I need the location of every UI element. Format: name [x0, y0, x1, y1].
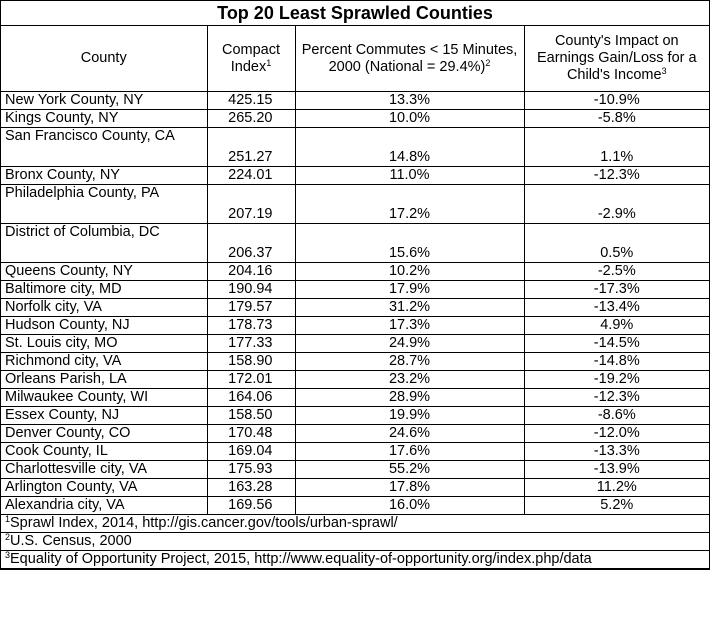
compact-index-value: 163.28 — [207, 479, 295, 497]
compact-index-value: 170.48 — [207, 425, 295, 443]
commutes-value: 17.2% — [295, 185, 524, 224]
county-name: Cook County, IL — [1, 443, 207, 461]
header-compact-index: Compact Index$^1$ — [207, 26, 295, 92]
table-row — [1, 224, 709, 263]
impact-value: -12.3% — [524, 167, 709, 185]
table-row — [1, 92, 709, 110]
compact-index-value: 175.93 — [207, 461, 295, 479]
county-name: Kings County, NY — [1, 110, 207, 128]
table-row — [1, 128, 709, 167]
compact-index-value: 179.57 — [207, 299, 295, 317]
commutes-value: 15.6% — [295, 224, 524, 263]
commutes-value: 28.7% — [295, 353, 524, 371]
footnote-row — [1, 515, 709, 533]
impact-value: -2.5% — [524, 263, 709, 281]
header-commutes: Percent Commutes < 15 Minutes, 2000 (National = 29.4%)$^2$ — [295, 26, 524, 92]
table-row — [1, 371, 709, 389]
commutes-value: 23.2% — [295, 371, 524, 389]
table-row — [1, 479, 709, 497]
compact-index-value: 177.33 — [207, 335, 295, 353]
commutes-value: 24.9% — [295, 335, 524, 353]
impact-value: 5.2% — [524, 497, 709, 515]
county-name: New York County, NY — [1, 92, 207, 110]
compact-index-value: 190.94 — [207, 281, 295, 299]
commutes-value: 13.3% — [295, 92, 524, 110]
table-row — [1, 389, 709, 407]
impact-value: 0.5% — [524, 224, 709, 263]
impact-value: -19.2% — [524, 371, 709, 389]
county-name: Norfolk city, VA — [1, 299, 207, 317]
county-name: District of Columbia, DC — [1, 224, 207, 263]
commutes-value: 17.3% — [295, 317, 524, 335]
compact-index-value: 206.37 — [207, 224, 295, 263]
compact-index-value: 251.27 — [207, 128, 295, 167]
commutes-value: 16.0% — [295, 497, 524, 515]
compact-index-value: 265.20 — [207, 110, 295, 128]
compact-index-value: 204.16 — [207, 263, 295, 281]
header-impact: County's Impact on Earnings Gain/Loss for a Child's Income$^3$ — [524, 26, 709, 92]
impact-value: -13.4% — [524, 299, 709, 317]
commutes-value: 55.2% — [295, 461, 524, 479]
commutes-value: 17.8% — [295, 479, 524, 497]
county-name: Essex County, NJ — [1, 407, 207, 425]
county-name: Charlottesville city, VA — [1, 461, 207, 479]
impact-value: -13.3% — [524, 443, 709, 461]
county-name: Richmond city, VA — [1, 353, 207, 371]
footnote-3: $^3$Equality of Opportunity Project, 2015, http://www.equality-of-opportunity.org/index.php/data — [1, 551, 709, 569]
header-row — [1, 26, 709, 92]
table-row — [1, 167, 709, 185]
sprawl-table — [1, 1, 709, 569]
header-county: County — [1, 26, 207, 92]
commutes-value: 31.2% — [295, 299, 524, 317]
table-row — [1, 185, 709, 224]
table-row — [1, 353, 709, 371]
compact-index-value: 169.56 — [207, 497, 295, 515]
county-name: Philadelphia County, PA — [1, 185, 207, 224]
county-name: Alexandria city, VA — [1, 497, 207, 515]
table-row — [1, 110, 709, 128]
impact-value: -14.8% — [524, 353, 709, 371]
compact-index-value: 178.73 — [207, 317, 295, 335]
table-row — [1, 407, 709, 425]
county-name: Bronx County, NY — [1, 167, 207, 185]
county-name: Arlington County, VA — [1, 479, 207, 497]
compact-index-value: 169.04 — [207, 443, 295, 461]
footnote-row — [1, 551, 709, 569]
table-row — [1, 461, 709, 479]
county-name: Queens County, NY — [1, 263, 207, 281]
compact-index-value: 425.15 — [207, 92, 295, 110]
table-row — [1, 281, 709, 299]
compact-index-value: 158.50 — [207, 407, 295, 425]
table-row — [1, 425, 709, 443]
table-row — [1, 443, 709, 461]
commutes-value: 28.9% — [295, 389, 524, 407]
table-row — [1, 299, 709, 317]
county-name: Orleans Parish, LA — [1, 371, 207, 389]
compact-index-value: 158.90 — [207, 353, 295, 371]
county-name: Baltimore city, MD — [1, 281, 207, 299]
impact-value: 11.2% — [524, 479, 709, 497]
commutes-value: 19.9% — [295, 407, 524, 425]
table-row — [1, 263, 709, 281]
table-row — [1, 335, 709, 353]
county-name: Denver County, CO — [1, 425, 207, 443]
commutes-value: 17.6% — [295, 443, 524, 461]
commutes-value: 24.6% — [295, 425, 524, 443]
impact-value: -17.3% — [524, 281, 709, 299]
compact-index-value: 207.19 — [207, 185, 295, 224]
impact-value: -2.9% — [524, 185, 709, 224]
footnote-1: $^1$Sprawl Index, 2014, http://gis.cancer.gov/tools/urban-sprawl/ — [1, 515, 709, 533]
table-row — [1, 317, 709, 335]
impact-value: 4.9% — [524, 317, 709, 335]
county-name: Hudson County, NJ — [1, 317, 207, 335]
footnote-2: $^2$U.S. Census, 2000 — [1, 533, 709, 551]
commutes-value: 11.0% — [295, 167, 524, 185]
compact-index-value: 164.06 — [207, 389, 295, 407]
table-row — [1, 497, 709, 515]
commutes-value: 10.2% — [295, 263, 524, 281]
commutes-value: 14.8% — [295, 128, 524, 167]
county-name: San Francisco County, CA — [1, 128, 207, 167]
county-name: Milwaukee County, WI — [1, 389, 207, 407]
impact-value: 1.1% — [524, 128, 709, 167]
commutes-value: 17.9% — [295, 281, 524, 299]
impact-value: -14.5% — [524, 335, 709, 353]
footnote-row — [1, 533, 709, 551]
table-title: Top 20 Least Sprawled Counties — [1, 1, 709, 26]
impact-value: -13.9% — [524, 461, 709, 479]
county-name: St. Louis city, MO — [1, 335, 207, 353]
impact-value: -12.3% — [524, 389, 709, 407]
compact-index-value: 172.01 — [207, 371, 295, 389]
impact-value: -8.6% — [524, 407, 709, 425]
impact-value: -10.9% — [524, 92, 709, 110]
commutes-value: 10.0% — [295, 110, 524, 128]
impact-value: -12.0% — [524, 425, 709, 443]
impact-value: -5.8% — [524, 110, 709, 128]
compact-index-value: 224.01 — [207, 167, 295, 185]
